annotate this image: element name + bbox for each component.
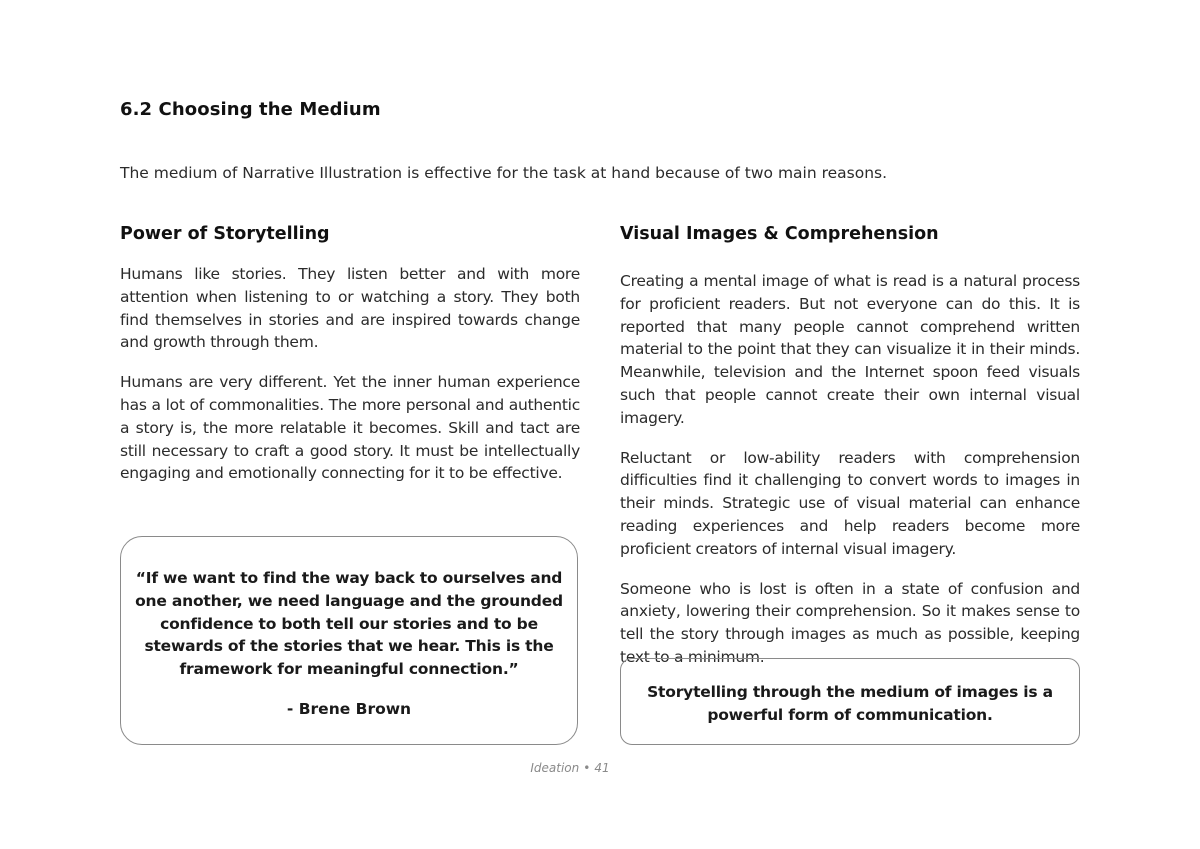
callout-text: Storytelling through the medium of images is a powerful form of communication.: [647, 683, 1053, 724]
body-paragraph: Someone who is lost is often in a state of confusion and anxiety, lowering their comprehension. So it makes sense to tell the story through images as much as possible, keeping text to a minimum.: [620, 579, 1080, 666]
section-heading-storytelling: Power of Storytelling: [120, 224, 330, 244]
body-paragraph: Reluctant or low-ability readers with comprehension difficulties find it challenging to convert words to images in their minds. Strategic use of visual material can enhance reading experiences and help readers become more proficient creators of internal visual imagery.: [620, 448, 1080, 558]
callout-box: [620, 658, 1080, 745]
left-column: [120, 222, 580, 485]
quote-text: “If we want to find the way back to ourselves and one another, we need language and the grounded confidence to both tell our stories and to be stewards of the stories that we hear. This is the framework for meaningful connection.”: [135, 569, 563, 679]
body-paragraph: Creating a mental image of what is read is a natural process for proficient readers. But not everyone can do this. It is reported that many people cannot comprehend written material to the point that they can visualize it in their minds. Meanwhile, television and the Internet spoon feed visuals such that people cannot create their own internal visual imagery.: [620, 272, 1080, 427]
page-title: 6.2 Choosing the Medium: [120, 99, 381, 120]
right-column: [620, 222, 1080, 669]
page-footer: [0, 761, 1140, 775]
footer-separator: •: [583, 761, 591, 775]
body-paragraph: Humans are very different. Yet the inner human experience has a lot of commonalities. The more personal and authentic a story is, the more relatable it becomes. Skill and tact are still necessary to craft a good story. It must be intellectually engaging and emotionally connecting for it to be effective.: [120, 373, 580, 483]
footer-section-label: Ideation: [530, 761, 580, 775]
intro-paragraph: The medium of Narrative Illustration is effective for the task at hand because of two main reasons.: [120, 164, 888, 182]
quote-box: [120, 536, 578, 745]
quote-author: - Brene Brown: [286, 699, 412, 718]
section-heading-visual-images: Visual Images & Comprehension: [620, 224, 939, 244]
page-number: 41: [594, 761, 610, 775]
body-paragraph: Humans like stories. They listen better and with more attention when listening to or watching a story. They both find themselves in stories and are inspired towards change and growth through them.: [120, 265, 580, 352]
